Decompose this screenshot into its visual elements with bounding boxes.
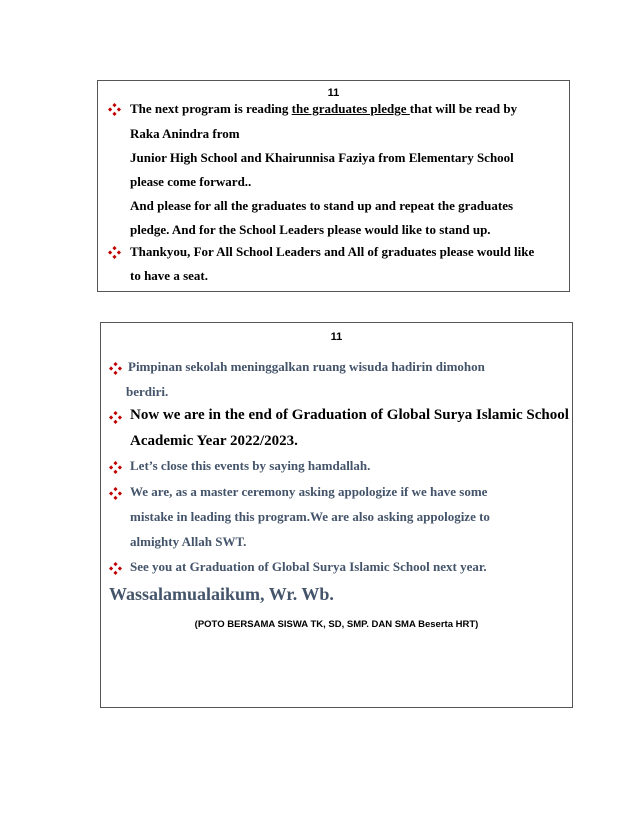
pledge-line-3: Junior High School and Khairunnisa Faziya from Elementary School [130, 150, 514, 165]
page-number: 11 [327, 87, 340, 99]
closing-line-3: Now we are in the end of Graduation of Global Surya Islamic School [130, 407, 569, 423]
thankyou-line-2: to have a seat. [130, 268, 208, 283]
closing-line-7: mistake in leading this program.We are also asking appologize to [130, 509, 490, 524]
closing-line-8: almighty Allah SWT. [130, 534, 247, 549]
diamond-bullet-icon [108, 246, 121, 259]
pledge-text-a: The next program is reading [130, 101, 292, 116]
closing-line-6: We are, as a master ceremony asking appologize if we have some [130, 484, 488, 499]
photo-caption: (POTO BERSAMA SISWA TK, SD, SMP. DAN SMA Beserta HRT) [194, 619, 479, 630]
pledge-line-6: pledge. And for the School Leaders please would like to stand up. [130, 222, 491, 237]
closing-line-4: Academic Year 2022/2023. [130, 433, 298, 449]
closing-line-1: Pimpinan sekolah meninggalkan ruang wisuda hadirin dimohon [128, 359, 485, 374]
closing-line-9: See you at Graduation of Global Surya Islamic School next year. [130, 559, 487, 574]
closing-line-2: berdiri. [126, 384, 169, 399]
diamond-bullet-icon [109, 487, 122, 500]
pledge-line-5: And please for all the graduates to stand up and repeat the graduates [130, 198, 514, 213]
program-box-closing [100, 322, 573, 708]
page-number: 11 [330, 331, 343, 343]
closing-line-5: Let’s close this events by saying hamdallah. [130, 458, 371, 473]
diamond-bullet-icon [109, 461, 122, 474]
program-box-reading-pledge [97, 80, 570, 292]
thankyou-line-1: Thankyou, For All School Leaders and All of graduates please would like [130, 244, 535, 259]
pledge-line-1 [130, 101, 517, 117]
pledge-line-2: Raka Anindra from [130, 126, 240, 141]
closing-salam: Wassalamualaikum, Wr. Wb. [109, 584, 334, 604]
diamond-bullet-icon [109, 362, 122, 375]
pledge-line-4: please come forward.. [130, 174, 252, 189]
diamond-bullet-icon [109, 562, 122, 575]
pledge-underlined: the graduates pledge [291, 101, 410, 116]
diamond-bullet-icon [109, 411, 122, 424]
pledge-text-c: that will be read by [409, 101, 518, 116]
diamond-bullet-icon [108, 103, 121, 116]
